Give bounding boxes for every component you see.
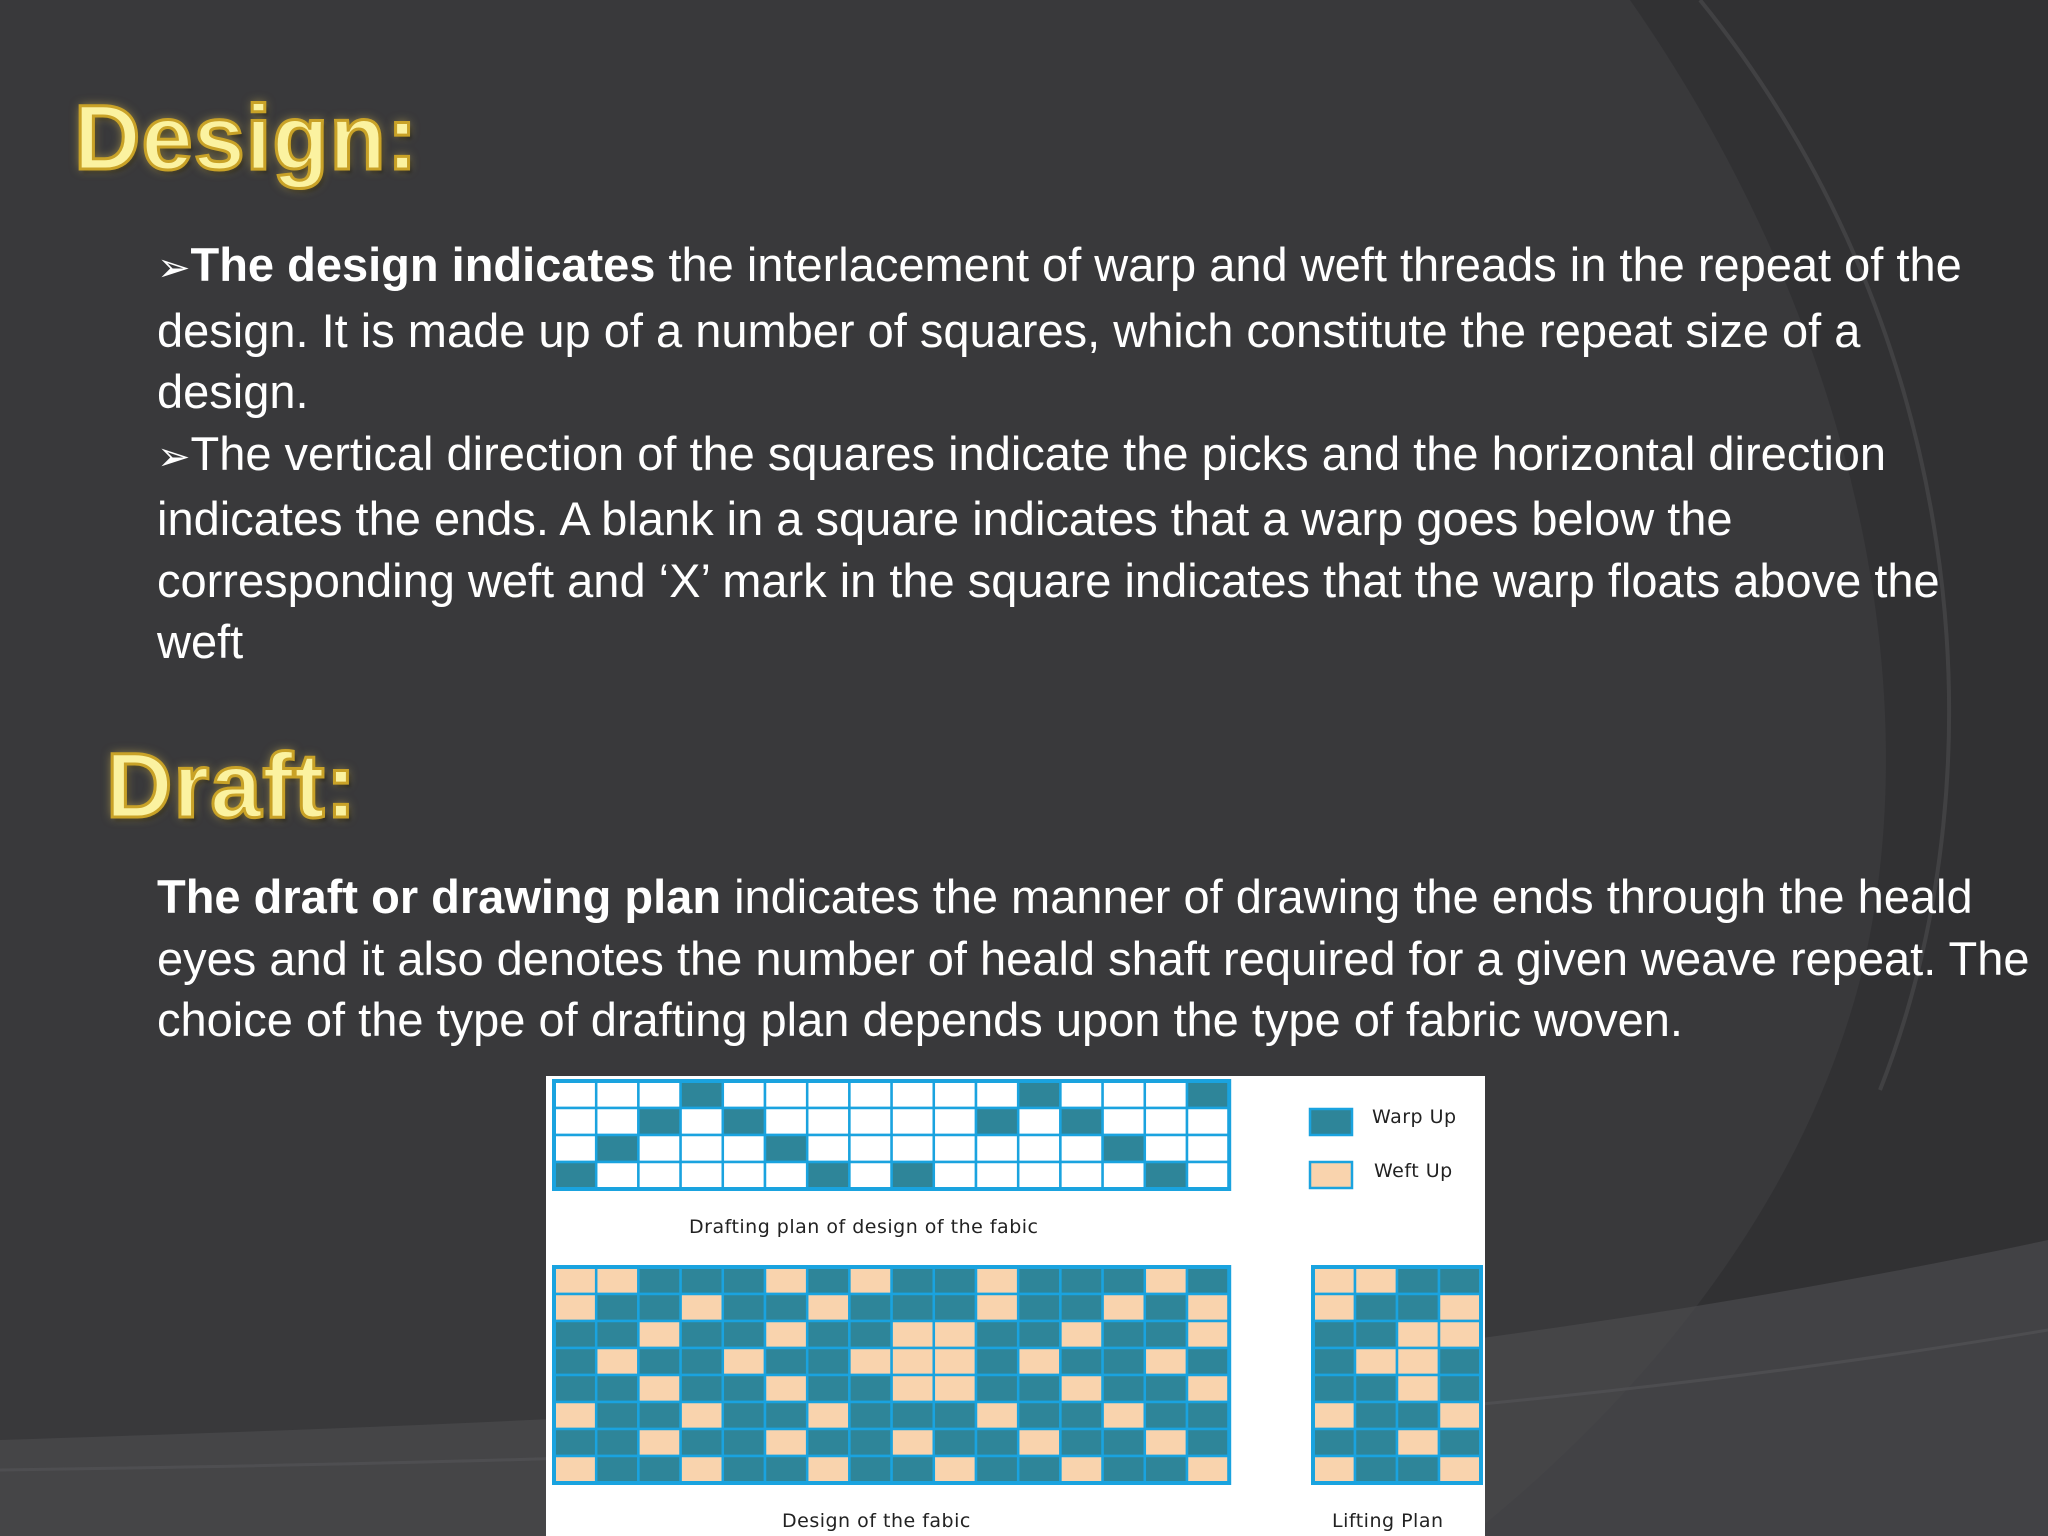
drafting-plan-cell xyxy=(638,1135,680,1162)
design-grid-cell xyxy=(596,1456,638,1483)
drafting-plan-cell xyxy=(596,1081,638,1108)
lifting-plan-cell xyxy=(1313,1348,1355,1375)
drafting-plan-cell xyxy=(849,1081,891,1108)
lifting-plan-cell xyxy=(1439,1348,1481,1375)
drafting-plan-cell xyxy=(723,1081,765,1108)
drafting-plan-cell xyxy=(1103,1081,1145,1108)
drafting-plan-cell xyxy=(1018,1162,1060,1189)
design-grid-cell xyxy=(596,1375,638,1402)
drafting-plan-cell xyxy=(723,1162,765,1189)
design-grid-cell xyxy=(1145,1348,1187,1375)
design-grid-cell xyxy=(849,1402,891,1429)
lifting-plan-cell xyxy=(1355,1429,1397,1456)
design-grid-cell xyxy=(976,1321,1018,1348)
weave-figure xyxy=(546,1076,1485,1536)
drafting-plan-cell xyxy=(976,1081,1018,1108)
draft-paragraph-text: indicates the manner of drawing the ends through the heald eyes and it also denotes the number of heald shaft required for a given weave repeat. The choice of the type of drafting plan depends upon the type of fabric woven. xyxy=(157,870,2030,1046)
design-grid-cell xyxy=(1018,1456,1060,1483)
draft-heading: Draft: xyxy=(106,735,358,837)
lifting-plan-cell xyxy=(1313,1456,1355,1483)
design-grid-cell xyxy=(554,1429,596,1456)
design-grid-cell xyxy=(807,1456,849,1483)
design-grid-cell xyxy=(554,1402,596,1429)
drafting-plan-cell xyxy=(638,1108,680,1135)
legend-warp-swatch xyxy=(1310,1109,1352,1135)
design-grid-cell xyxy=(1018,1348,1060,1375)
design-grid-cell xyxy=(1103,1348,1145,1375)
drafting-plan-cell xyxy=(554,1162,596,1189)
lifting-plan-cell xyxy=(1397,1321,1439,1348)
lifting-plan-cell xyxy=(1397,1348,1439,1375)
design-grid-cell xyxy=(638,1294,680,1321)
design-grid-cell xyxy=(765,1429,807,1456)
design-bullet-1 xyxy=(157,234,2017,423)
design-grid-cell xyxy=(765,1267,807,1294)
drafting-plan-cell xyxy=(765,1108,807,1135)
design-grid-cell xyxy=(976,1348,1018,1375)
design-grid-cell xyxy=(976,1429,1018,1456)
lifting-plan-cell xyxy=(1439,1321,1481,1348)
design-grid-cell xyxy=(1060,1402,1102,1429)
design-grid-cell xyxy=(892,1456,934,1483)
design-grid-cell xyxy=(765,1456,807,1483)
drafting-plan-cell xyxy=(1103,1135,1145,1162)
lifting-plan-cell xyxy=(1313,1402,1355,1429)
design-grid-cell xyxy=(596,1402,638,1429)
design-grid-cell xyxy=(892,1375,934,1402)
design-grid-cell xyxy=(765,1375,807,1402)
design-grid-cell xyxy=(807,1321,849,1348)
drafting-plan-cell xyxy=(554,1081,596,1108)
design-grid-cell xyxy=(681,1348,723,1375)
design-grid-cell xyxy=(554,1348,596,1375)
draft-text-block xyxy=(157,866,2037,1051)
drafting-plan-cell xyxy=(934,1081,976,1108)
drafting-plan-cell xyxy=(723,1108,765,1135)
drafting-plan-cell xyxy=(1103,1162,1145,1189)
design-grid-cell xyxy=(554,1267,596,1294)
design-grid-cell xyxy=(1187,1348,1229,1375)
lifting-plan-cell xyxy=(1313,1294,1355,1321)
design-grid-cell xyxy=(723,1348,765,1375)
drafting-plan-cell xyxy=(681,1162,723,1189)
design-bullet-1-bold: The design indicates xyxy=(190,238,656,291)
design-grid-cell xyxy=(849,1321,891,1348)
drafting-plan-cell xyxy=(934,1135,976,1162)
design-grid-cell xyxy=(934,1402,976,1429)
design-grid-cell xyxy=(892,1321,934,1348)
design-grid-cell xyxy=(723,1429,765,1456)
design-grid-cell xyxy=(1103,1456,1145,1483)
design-grid-cell xyxy=(807,1348,849,1375)
design-grid-cell xyxy=(1060,1456,1102,1483)
lifting-plan-cell xyxy=(1397,1429,1439,1456)
design-grid-cell xyxy=(638,1375,680,1402)
design-grid-cell xyxy=(807,1267,849,1294)
design-grid-cell xyxy=(1145,1402,1187,1429)
design-grid-cell xyxy=(934,1294,976,1321)
drafting-plan-cell xyxy=(892,1108,934,1135)
drafting-plan-cell xyxy=(892,1081,934,1108)
design-grid-cell xyxy=(1103,1267,1145,1294)
design-grid-cell xyxy=(1103,1429,1145,1456)
drafting-plan-cell xyxy=(1060,1108,1102,1135)
drafting-plan-cell xyxy=(554,1108,596,1135)
design-grid-cell xyxy=(681,1294,723,1321)
design-text-block xyxy=(157,234,2017,673)
design-grid-cell xyxy=(1145,1267,1187,1294)
lifting-plan-cell xyxy=(1439,1375,1481,1402)
design-grid-cell xyxy=(1018,1375,1060,1402)
design-grid-cell xyxy=(892,1402,934,1429)
design-grid-cell xyxy=(596,1294,638,1321)
lifting-plan-cell xyxy=(1313,1321,1355,1348)
drafting-plan-cell xyxy=(807,1108,849,1135)
drafting-plan-cell xyxy=(976,1135,1018,1162)
drafting-plan-cell xyxy=(976,1162,1018,1189)
design-grid-cell xyxy=(892,1294,934,1321)
lifting-plan-cell xyxy=(1355,1267,1397,1294)
design-grid-cell xyxy=(1060,1429,1102,1456)
design-grid-cell xyxy=(976,1456,1018,1483)
design-grid-cell xyxy=(849,1429,891,1456)
design-grid-cell xyxy=(596,1321,638,1348)
design-grid-cell xyxy=(934,1321,976,1348)
lifting-plan-cell xyxy=(1355,1294,1397,1321)
design-grid-cell xyxy=(849,1267,891,1294)
design-grid-cell xyxy=(723,1294,765,1321)
design-grid-cell xyxy=(681,1429,723,1456)
drafting-plan-cell xyxy=(765,1162,807,1189)
legend-weft-label: Weft Up xyxy=(1374,1160,1453,1182)
drafting-plan-cell xyxy=(596,1162,638,1189)
design-grid-cell xyxy=(934,1348,976,1375)
design-heading: Design: xyxy=(74,87,419,189)
lifting-plan-cell xyxy=(1313,1429,1355,1456)
design-grid-cell xyxy=(807,1375,849,1402)
design-grid-cell xyxy=(596,1267,638,1294)
design-grid-cell xyxy=(1060,1267,1102,1294)
drafting-plan-cell xyxy=(1145,1162,1187,1189)
lifting-plan-cell xyxy=(1355,1348,1397,1375)
design-grid-cell xyxy=(681,1456,723,1483)
design-grid-cell xyxy=(723,1456,765,1483)
design-grid-cell xyxy=(765,1402,807,1429)
design-grid-cell xyxy=(892,1429,934,1456)
design-grid-cell xyxy=(1018,1402,1060,1429)
design-grid-cell xyxy=(765,1294,807,1321)
design-grid-cell xyxy=(1060,1321,1102,1348)
legend-weft-swatch xyxy=(1310,1162,1352,1188)
drafting-plan-cell xyxy=(1103,1108,1145,1135)
drafting-plan-cell xyxy=(554,1135,596,1162)
drafting-plan-cell xyxy=(1060,1135,1102,1162)
design-grid-cell xyxy=(554,1321,596,1348)
lifting-plan-cell xyxy=(1355,1402,1397,1429)
design-grid-cell xyxy=(638,1267,680,1294)
drafting-plan-cell xyxy=(1187,1081,1229,1108)
design-grid-cell xyxy=(1145,1375,1187,1402)
drafting-plan-cell xyxy=(1145,1135,1187,1162)
design-grid-cell xyxy=(1103,1321,1145,1348)
design-grid-cell xyxy=(1018,1294,1060,1321)
design-grid-cell xyxy=(1145,1294,1187,1321)
design-grid-cell xyxy=(807,1294,849,1321)
lifting-plan-cell xyxy=(1313,1375,1355,1402)
lifting-plan-cell xyxy=(1355,1321,1397,1348)
design-grid-cell xyxy=(554,1456,596,1483)
design-grid-cell xyxy=(1060,1294,1102,1321)
design-grid-cell xyxy=(723,1402,765,1429)
weave-figure-graphic xyxy=(546,1076,1485,1536)
design-grid-cell xyxy=(1018,1429,1060,1456)
drafting-plan-cell xyxy=(681,1135,723,1162)
drafting-plan-cell xyxy=(765,1135,807,1162)
drafting-plan-cell xyxy=(681,1108,723,1135)
design-grid-cell xyxy=(681,1375,723,1402)
drafting-plan-cell xyxy=(596,1108,638,1135)
drafting-plan-cell xyxy=(892,1135,934,1162)
lifting-plan-cell xyxy=(1397,1267,1439,1294)
design-grid-cell xyxy=(638,1348,680,1375)
arrow-bullet-icon: ➢ xyxy=(157,245,191,291)
design-grid-cell xyxy=(849,1294,891,1321)
drafting-plan-cell xyxy=(765,1081,807,1108)
lifting-plan-caption: Lifting Plan xyxy=(1332,1510,1444,1532)
lifting-plan-cell xyxy=(1355,1375,1397,1402)
drafting-plan-cell xyxy=(976,1108,1018,1135)
lifting-plan-cell xyxy=(1313,1267,1355,1294)
lifting-plan-cell xyxy=(1439,1267,1481,1294)
drafting-plan-cell xyxy=(596,1135,638,1162)
design-grid-cell xyxy=(596,1348,638,1375)
drafting-plan-cell xyxy=(1060,1162,1102,1189)
drafting-plan-cell xyxy=(1187,1162,1229,1189)
lifting-plan-cell xyxy=(1355,1456,1397,1483)
design-grid-cell xyxy=(723,1321,765,1348)
drafting-plan-cell xyxy=(1060,1081,1102,1108)
drafting-plan-cell xyxy=(807,1135,849,1162)
drafting-plan-cell xyxy=(892,1162,934,1189)
drafting-plan-cell xyxy=(1187,1108,1229,1135)
design-grid-cell xyxy=(934,1375,976,1402)
drafting-plan-cell xyxy=(681,1081,723,1108)
design-grid-cell xyxy=(849,1348,891,1375)
design-grid-cell xyxy=(765,1321,807,1348)
design-grid-cell xyxy=(1145,1456,1187,1483)
drafting-plan-cell xyxy=(1187,1135,1229,1162)
drafting-plan-cell xyxy=(807,1081,849,1108)
lifting-plan-cell xyxy=(1397,1375,1439,1402)
lifting-plan-cell xyxy=(1397,1402,1439,1429)
design-grid-cell xyxy=(723,1375,765,1402)
drafting-plan-cell xyxy=(638,1162,680,1189)
drafting-plan-caption: Drafting plan of design of the fabic xyxy=(689,1216,1039,1238)
draft-paragraph xyxy=(157,866,2037,1051)
design-grid-cell xyxy=(765,1348,807,1375)
design-grid-cell xyxy=(807,1429,849,1456)
draft-paragraph-bold: The draft or drawing plan xyxy=(157,870,722,923)
drafting-plan-cell xyxy=(1018,1081,1060,1108)
design-bullet-1-text: the interlacement of warp and weft threads in the repeat of the design. It is made up of a number of squares, which constitute the repeat size of a design. xyxy=(157,238,1962,418)
design-grid-cell xyxy=(976,1402,1018,1429)
design-grid-cell xyxy=(1187,1429,1229,1456)
design-grid-cell xyxy=(596,1429,638,1456)
design-grid-cell xyxy=(1060,1348,1102,1375)
drafting-plan-cell xyxy=(934,1108,976,1135)
legend-warp-label: Warp Up xyxy=(1372,1106,1457,1128)
lifting-plan-cell xyxy=(1439,1456,1481,1483)
design-grid-cell xyxy=(681,1321,723,1348)
drafting-plan-cell xyxy=(849,1162,891,1189)
design-grid-cell xyxy=(849,1375,891,1402)
design-grid-cell xyxy=(638,1429,680,1456)
design-grid-cell xyxy=(892,1348,934,1375)
design-grid-cell xyxy=(1187,1267,1229,1294)
design-grid-cell xyxy=(976,1294,1018,1321)
design-grid-cell xyxy=(638,1321,680,1348)
design-grid-cell xyxy=(934,1456,976,1483)
design-grid-cell xyxy=(1187,1456,1229,1483)
design-grid-cell xyxy=(934,1429,976,1456)
design-grid-cell xyxy=(1145,1321,1187,1348)
design-grid-cell xyxy=(934,1267,976,1294)
design-grid-cell xyxy=(638,1456,680,1483)
design-bullet-2 xyxy=(157,423,2017,673)
design-grid-cell xyxy=(892,1267,934,1294)
design-grid-cell xyxy=(1103,1294,1145,1321)
design-grid-cell xyxy=(849,1456,891,1483)
design-grid-cell xyxy=(1018,1267,1060,1294)
design-bullet-2-text: The vertical direction of the squares indicate the picks and the horizontal direction indicates the ends. A blank in a square indicates that a warp goes below the corresponding weft and ‘X’ mark in the square indicates that the warp floats above the weft xyxy=(157,426,1940,668)
arrow-bullet-icon: ➢ xyxy=(157,433,191,480)
drafting-plan-cell xyxy=(638,1081,680,1108)
design-grid-cell xyxy=(1018,1321,1060,1348)
lifting-plan-cell xyxy=(1439,1429,1481,1456)
design-grid-cell xyxy=(1187,1321,1229,1348)
design-grid-cell xyxy=(723,1267,765,1294)
lifting-plan-cell xyxy=(1397,1456,1439,1483)
design-grid-cell xyxy=(1145,1429,1187,1456)
drafting-plan-cell xyxy=(849,1108,891,1135)
design-grid-cell xyxy=(976,1267,1018,1294)
drafting-plan-cell xyxy=(934,1162,976,1189)
drafting-plan-cell xyxy=(1145,1108,1187,1135)
design-grid-cell xyxy=(681,1267,723,1294)
drafting-plan-cell xyxy=(807,1162,849,1189)
drafting-plan-cell xyxy=(1018,1108,1060,1135)
design-grid-cell xyxy=(1060,1375,1102,1402)
design-grid-cell xyxy=(1187,1402,1229,1429)
drafting-plan-cell xyxy=(723,1135,765,1162)
drafting-plan-cell xyxy=(849,1135,891,1162)
design-grid-cell xyxy=(554,1294,596,1321)
design-grid-cell xyxy=(976,1375,1018,1402)
drafting-plan-cell xyxy=(1145,1081,1187,1108)
lifting-plan-cell xyxy=(1397,1294,1439,1321)
design-caption: Design of the fabic xyxy=(782,1510,971,1532)
design-grid-cell xyxy=(1187,1375,1229,1402)
design-grid-cell xyxy=(681,1402,723,1429)
lifting-plan-cell xyxy=(1439,1294,1481,1321)
design-grid-cell xyxy=(1103,1375,1145,1402)
lifting-plan-cell xyxy=(1439,1402,1481,1429)
design-grid-cell xyxy=(1103,1402,1145,1429)
drafting-plan-cell xyxy=(1018,1135,1060,1162)
design-grid-cell xyxy=(554,1375,596,1402)
design-grid-cell xyxy=(638,1402,680,1429)
design-grid-cell xyxy=(1187,1294,1229,1321)
design-grid-cell xyxy=(807,1402,849,1429)
